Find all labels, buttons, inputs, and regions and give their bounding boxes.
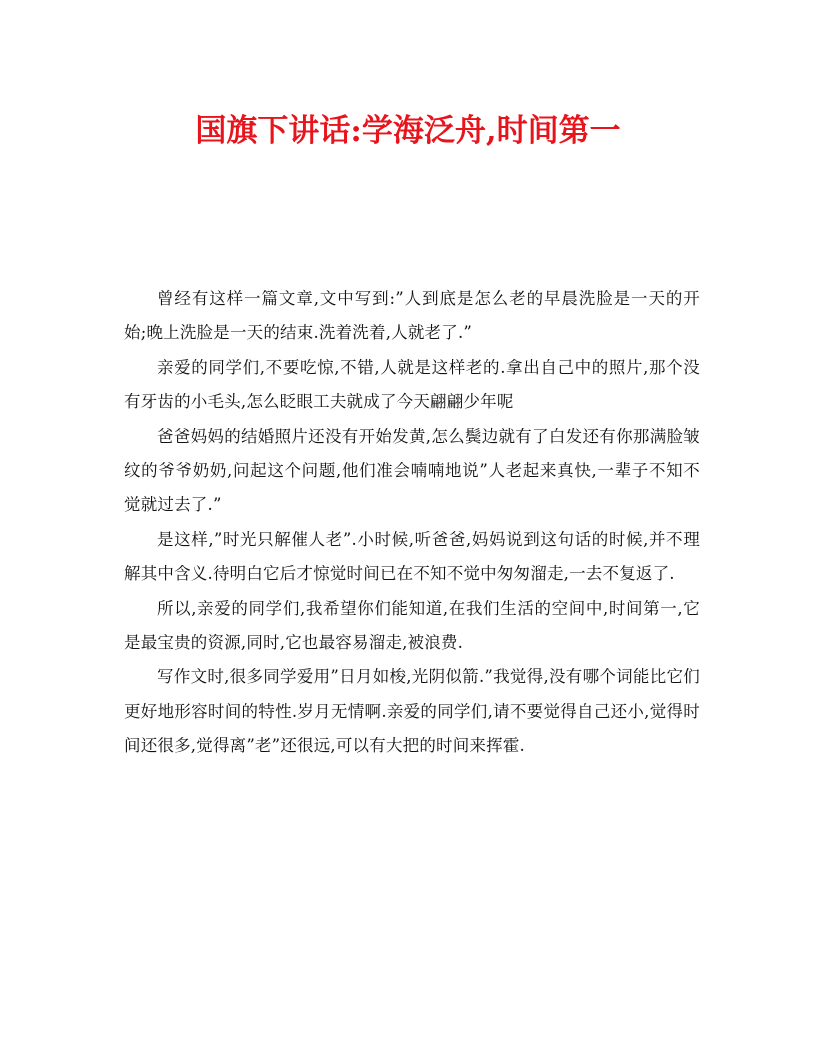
paragraph: 亲爱的同学们,不要吃惊,不错,人就是这样老的.拿出自己中的照片,那个没有牙齿的小毛头,怎么眨眼工夫就成了今天翩翩少年呢 — [124, 357, 700, 412]
document-body — [124, 282, 700, 764]
paragraph: 写作文时,很多同学爱用”日月如梭,光阴似箭.”我觉得,没有哪个词能比它们更好地形容时间的特性.岁月无情啊.亲爱的同学们,请不要觉得自己还小,觉得时间还很多,觉得离”老”还很远,可以有大把的时间来挥霍. — [124, 667, 700, 756]
paragraph: 曾经有这样一篇文章,文中写到:”人到底是怎么老的早晨洗脸是一天的开始;晚上洗脸是一天的结束.洗着洗着,人就老了.” — [124, 289, 700, 343]
document-title: 国旗下讲话:学海泛舟,时间第一 — [195, 113, 621, 149]
paragraph: 所以,亲爱的同学们,我希望你们能知道,在我们生活的空间中,时间第一,它是最宝贵的资源,同时,它也最容易溜走,被浪费. — [124, 598, 700, 653]
paragraph: 是这样,”时光只解催人老”.小时候,听爸爸,妈妈说到这句话的时候,并不理解其中含义.待明白它后才惊觉时间已在不知不觉中匆匆溜走,一去不复返了. — [124, 529, 700, 584]
paragraph: 爸爸妈妈的结婚照片还没有开始发黄,怎么鬓边就有了白发还有你那满脸皱纹的爷爷奶奶,问起这个问题,他们准会喃喃地说”人老起来真快,一辈子不知不觉就过去了.” — [124, 426, 700, 515]
